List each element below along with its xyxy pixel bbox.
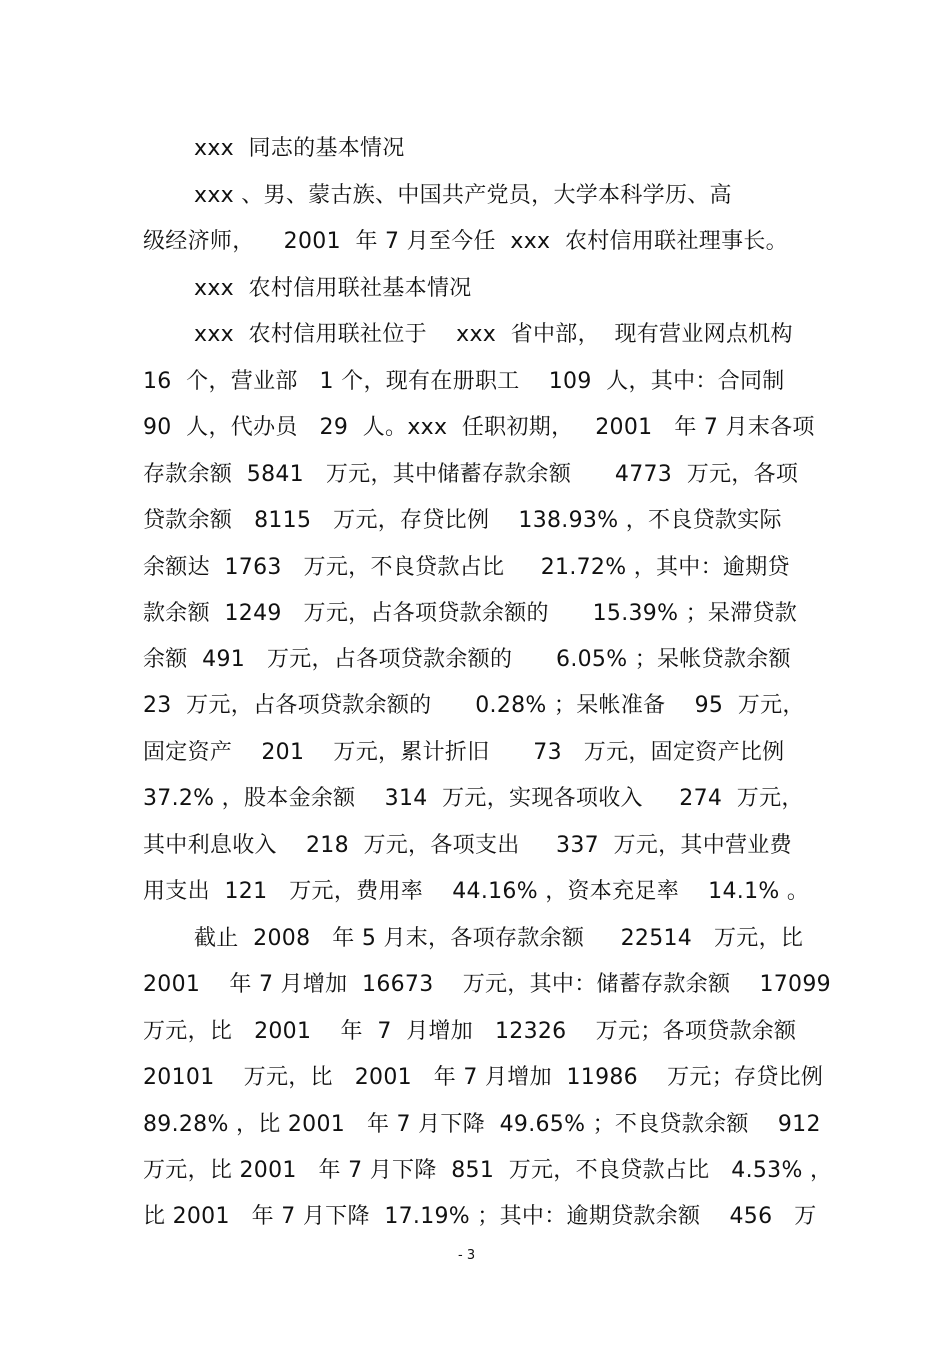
page-number: - 3 (458, 1248, 476, 1263)
paragraph-line: 余额达 1763 万元，不良贷款占比 21.72% ，其中：逾期贷 (143, 555, 790, 580)
paragraph-line: 万元，比 2001 年 7 月增加 12326 万元；各项贷款余额 (143, 1019, 797, 1044)
paragraph-line: 其中利息收入 218 万元，各项支出 337 万元，其中营业费 (143, 833, 792, 858)
paragraph-line: 比 2001 年 7 月下降 17.19% ；其中：逾期贷款余额 456 万 (143, 1204, 817, 1229)
paragraph-line: 款余额 1249 万元，占各项贷款余额的 15.39% ；呆滞贷款 (143, 601, 798, 626)
paragraph-line: 万元，比 2001 年 7 月下降 851 万元，不良贷款占比 4.53% ， (143, 1158, 833, 1183)
paragraph-line: 固定资产 201 万元，累计折旧 73 万元，固定资产比例 (143, 740, 785, 765)
heading-comrade-info: xxx 同志的基本情况 (194, 136, 405, 161)
paragraph-line: 用支出 121 万元，费用率 44.16% ，资本充足率 14.1% 。 (143, 879, 810, 904)
paragraph-line: 贷款余额 8115 万元，存贷比例 138.93% ，不良贷款实际 (143, 508, 782, 533)
paragraph-line: 2001 年 7 月增加 16673 万元，其中：储蓄存款余额 17099 (143, 972, 831, 997)
paragraph-line: 16 个，营业部 1 个，现有在册职工 109 人，其中：合同制 (143, 369, 785, 394)
paragraph-line: 23 万元，占各项贷款余额的 0.28% ；呆帐准备 95 万元， (143, 693, 805, 718)
paragraph-line: 余额 491 万元，占各项贷款余额的 6.05% ；呆帐贷款余额 (143, 647, 791, 672)
heading-union-info: xxx 农村信用联社基本情况 (194, 276, 472, 301)
paragraph-line: xxx 、男、蒙古族、中国共产党员，大学本科学历、高 (194, 183, 732, 208)
paragraph-line: 存款余额 5841 万元，其中储蓄存款余额 4773 万元，各项 (143, 462, 799, 487)
paragraph-line: 37.2% ，股本金余额 314 万元，实现各项收入 274 万元， (143, 786, 804, 811)
paragraph-line: xxx 农村信用联社位于 xxx 省中部， 现有营业网点机构 (194, 322, 793, 347)
paragraph-line: 级经济师， 2001 年 7 月至今任 xxx 农村信用联社理事长。 (143, 229, 788, 254)
paragraph-line: 截止 2008 年 5 月末，各项存款余额 22514 万元，比 (194, 926, 804, 951)
paragraph-line: 90 人，代办员 29 人。xxx 任职初期， 2001 年 7 月末各项 (143, 415, 815, 440)
paragraph-line: 89.28% ，比 2001 年 7 月下降 49.65% ；不良贷款余额 912 (143, 1112, 821, 1137)
paragraph-line: 20101 万元，比 2001 年 7 月增加 11986 万元；存贷比例 (143, 1065, 824, 1090)
